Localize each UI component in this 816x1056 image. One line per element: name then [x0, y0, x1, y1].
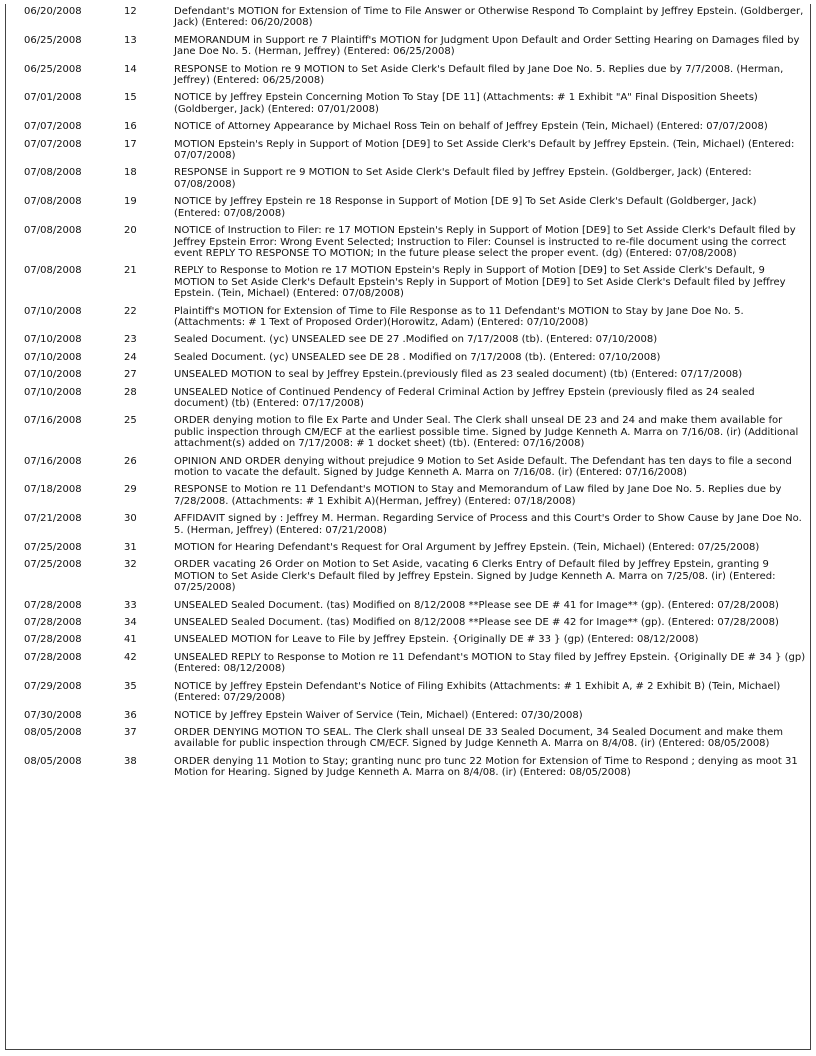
entry-text: NOTICE of Attorney Appearance by Michael Ross Tein on behalf of Jeffrey Epstein (Tein, Michael) (Entered: 07/07/2008): [174, 121, 768, 133]
entry-number: 36: [124, 709, 137, 721]
entry-number: 33: [124, 599, 137, 611]
docket-page: [5, 4, 811, 1050]
entry-date: 07/28/2008: [24, 651, 82, 663]
entry-date: 07/08/2008: [24, 167, 82, 179]
entry-text: NOTICE by Jeffrey Epstein Concerning Motion To Stay [DE 11] (Attachments: # 1 Exhibit "A" Final Disposition Sheets)(Goldberger, Jack) (Entered: 07/01/2008): [174, 92, 758, 115]
entry-date: 07/28/2008: [24, 599, 82, 611]
docket-entry-row: [6, 223, 810, 263]
entry-date: 07/10/2008: [24, 386, 82, 398]
entry-number: 31: [124, 542, 137, 554]
entry-number: 27: [124, 369, 137, 381]
entry-number: 13: [124, 34, 137, 46]
entry-text: UNSEALED Notice of Continued Pendency of Federal Criminal Action by Jeffrey Epstein (previously filed as 24 sealed document) (tb) (Entered: 07/17/2008): [174, 386, 755, 409]
entry-text: UNSEALED REPLY to Response to Motion re 11 Defendant's MOTION to Stay filed by Jeffrey Epstein. {Originally DE # 34 } (gp) (Entered: 08/12/2008): [174, 651, 806, 675]
docket-entry-row: [6, 4, 810, 33]
docket-entry-row: [6, 62, 810, 91]
entry-text: MOTION Epstein's Reply in Support of Motion [DE9] to Set Asside Clerk's Default by Jeffrey Epstein. (Tein, Michael) (Entered: 07/07/2008): [174, 138, 795, 162]
entry-text: MEMORANDUM in Support re 7 Plaintiff's MOTION for Judgment Upon Default and Order Setting Hearing on Damages filed by Jane Doe No. 5. (Herman, Jeffrey) (Entered: 06/25/2008): [174, 34, 800, 58]
entry-date: 06/20/2008: [24, 6, 82, 17]
docket-entry-row: [6, 650, 810, 679]
docket-entry-row: [6, 413, 810, 453]
docket-entry-row: [6, 165, 810, 194]
entry-text: RESPONSE to Motion re 11 Defendant's MOTION to Stay and Memorandum of Law filed by Jane Doe No. 5. Replies due by 7/28/2008. (Attachments: # 1 Exhibit A)(Herman, Jeffrey) (Entered: 07/18/2008): [174, 484, 782, 507]
entry-text: NOTICE by Jeffrey Epstein Waiver of Service (Tein, Michael) (Entered: 07/30/2008): [174, 709, 583, 721]
docket-entry-row: [6, 482, 810, 511]
entry-date: 07/16/2008: [24, 455, 82, 467]
docket-entry-row: [6, 632, 810, 649]
docket-entry-row: [6, 615, 810, 632]
docket-entry-row: [6, 557, 810, 597]
entry-text: Sealed Document. (yc) UNSEALED see DE 27 .Modified on 7/17/2008 (tb). (Entered: 07/10/2008): [174, 334, 658, 346]
entry-text: AFFIDAVIT signed by : Jeffrey M. Herman. Regarding Service of Process and this Court's Order to Show Cause by Jane Doe No. 5. (Herman, Jeffrey) (Entered: 07/21/2008): [174, 513, 802, 536]
entry-date: 08/05/2008: [24, 755, 82, 767]
entry-text: NOTICE of Instruction to Filer: re 17 MOTION Epstein's Reply in Support of Motion [DE9] to Set Asside Clerk's Default filed by Jeffrey Epstein Error: Wrong Event Selected; Instruction to Filer: Counsel is instructed to re-file document using the correct event REPLY TO RESPONSE TO MOTION; In the future please select the proper event. (dg) (Entered: 07/08/2008): [174, 225, 796, 259]
entry-number: 26: [124, 455, 137, 467]
entry-date: 07/21/2008: [24, 513, 82, 525]
entry-number: 34: [124, 617, 137, 629]
entry-date: 07/08/2008: [24, 196, 82, 208]
entry-date: 07/08/2008: [24, 225, 82, 237]
docket-entry-row: [6, 119, 810, 136]
docket-table-body: [6, 4, 810, 783]
docket-entry-row: [6, 454, 810, 483]
entry-date: 07/07/2008: [24, 138, 82, 150]
entry-number: 19: [124, 196, 137, 208]
entry-text: UNSEALED MOTION to seal by Jeffrey Epstein.(previously filed as 23 sealed document) (tb) (Entered: 07/17/2008): [174, 369, 743, 381]
entry-text: Defendant's MOTION for Extension of Time to File Answer or Otherwise Respond To Complaint by Jeffrey Epstein. (Goldberger, Jack) (Entered: 06/20/2008): [174, 6, 804, 29]
entry-date: 07/30/2008: [24, 709, 82, 721]
entry-number: 23: [124, 334, 137, 346]
entry-date: 07/25/2008: [24, 559, 82, 571]
entry-date: 08/05/2008: [24, 726, 82, 738]
docket-entry-row: [6, 194, 810, 223]
entry-text: ORDER denying motion to file Ex Parte and Under Seal. The Clerk shall unseal DE 23 and 24 and make them available for public inspection through CM/ECF at the earliest possible time. Signed by Judge Kenneth A. Marra on 7/16/08. (ir) (Additional attachment(s) added on 7/17/2008: # 1 docket sheet) (tb). (Entered: 07/16/2008): [174, 415, 799, 450]
entry-date: 07/10/2008: [24, 305, 82, 317]
entry-date: 07/18/2008: [24, 484, 82, 496]
entry-date: 07/28/2008: [24, 634, 82, 646]
entry-number: 29: [124, 484, 137, 496]
docket-entry-row: [6, 385, 810, 414]
entry-number: 42: [124, 651, 137, 663]
docket-entry-row: [6, 367, 810, 384]
docket-entry-row: [6, 511, 810, 540]
docket-entry-row: [6, 350, 810, 367]
entry-text: UNSEALED Sealed Document. (tas) Modified on 8/12/2008 **Please see DE # 42 for Image** (gp). (Entered: 07/28/2008): [174, 617, 779, 629]
entry-number: 32: [124, 559, 137, 571]
entry-text: RESPONSE in Support re 9 MOTION to Set Aside Clerk's Default filed by Jeffrey Epstein. (Goldberger, Jack) (Entered: 07/08/2008): [174, 167, 752, 190]
docket-entry-row: [6, 304, 810, 333]
docket-table: [6, 4, 810, 783]
entry-number: 35: [124, 680, 137, 692]
entry-date: 06/25/2008: [24, 34, 82, 46]
docket-entry-row: [6, 263, 810, 303]
entry-number: 12: [124, 6, 137, 17]
entry-date: 07/16/2008: [24, 415, 82, 427]
entry-number: 17: [124, 138, 137, 150]
entry-text: UNSEALED MOTION for Leave to File by Jeffrey Epstein. {Originally DE # 33 } (gp) (Entered: 08/12/2008): [174, 634, 699, 646]
entry-number: 41: [124, 634, 137, 646]
entry-text: UNSEALED Sealed Document. (tas) Modified on 8/12/2008 **Please see DE # 41 for Image** (gp). (Entered: 07/28/2008): [174, 599, 779, 611]
entry-date: 06/25/2008: [24, 63, 82, 75]
docket-entry-row: [6, 725, 810, 754]
docket-entry-row: [6, 33, 810, 62]
entry-number: 30: [124, 513, 137, 525]
entry-date: 07/28/2008: [24, 617, 82, 629]
entry-text: REPLY to Response to Motion re 17 MOTION Epstein's Reply in Support of Motion [DE9] to Set Asside Clerk's Default, 9 MOTION to Set Aside Clerk's Default Epstein's Reply in Support of Motion [DE9] to Set Aside Clerk's Default filed by Jeffrey Epstein. (Tein, Michael) (Entered: 07/08/2008): [174, 265, 786, 300]
entry-number: 20: [124, 225, 137, 237]
entry-number: 14: [124, 63, 137, 75]
entry-date: 07/08/2008: [24, 265, 82, 277]
entry-text: Sealed Document. (yc) UNSEALED see DE 28 . Modified on 7/17/2008 (tb). (Entered: 07/10/2008): [174, 351, 661, 363]
entry-date: 07/10/2008: [24, 334, 82, 346]
entry-text: NOTICE by Jeffrey Epstein Defendant's Notice of Filing Exhibits (Attachments: # 1 Exhibit A, # 2 Exhibit B) (Tein, Michael) (Entered: 07/29/2008): [174, 680, 781, 704]
entry-date: 07/07/2008: [24, 121, 82, 133]
entry-text: MOTION for Hearing Defendant's Request for Oral Argument by Jeffrey Epstein. (Tein, Michael) (Entered: 07/25/2008): [174, 542, 760, 554]
entry-date: 07/10/2008: [24, 369, 82, 381]
entry-number: 18: [124, 167, 137, 179]
entry-date: 07/25/2008: [24, 542, 82, 554]
docket-entry-row: [6, 137, 810, 166]
entry-date: 07/01/2008: [24, 92, 82, 104]
docket-entry-row: [6, 332, 810, 349]
entry-date: 07/10/2008: [24, 351, 82, 363]
entry-text: OPINION AND ORDER denying without prejudice 9 Motion to Set Aside Default. The Defendant has ten days to file a second motion to vacate the default. Signed by Judge Kenneth A. Marra on 7/16/08. (ir) (Entered: 07/16/2008): [174, 455, 792, 478]
docket-entry-row: [6, 598, 810, 615]
entry-text: Plaintiff's MOTION for Extension of Time to File Response as to 11 Defendant's MOTION to Stay by Jane Doe No. 5. (Attachments: # 1 Text of Proposed Order)(Horowitz, Adam) (Entered: 07/10/2008): [174, 305, 744, 328]
docket-entry-row: [6, 90, 810, 119]
entry-number: 37: [124, 726, 137, 738]
entry-number: 28: [124, 386, 137, 398]
entry-number: 16: [124, 121, 137, 133]
entry-text: ORDER vacating 26 Order on Motion to Set Aside, vacating 6 Clerks Entry of Default filed by Jeffrey Epstein, granting 9 MOTION to Set Aside Clerk's Default filed by Jeffrey Epstein. Signed by Judge Kenneth A. Marra on 7/25/08. (ir) (Entered: 07/25/2008): [174, 559, 776, 594]
entry-text: ORDER denying 11 Motion to Stay; granting nunc pro tunc 22 Motion for Extension of Time to Respond ; denying as moot 31 Motion for Hearing. Signed by Judge Kenneth A. Marra on 8/4/08. (ir) (Entered: 08/05/2008): [174, 755, 798, 779]
docket-entry-row: [6, 540, 810, 557]
entry-number: 21: [124, 265, 137, 277]
docket-entry-row: [6, 754, 810, 783]
entry-text: RESPONSE to Motion re 9 MOTION to Set Aside Clerk's Default filed by Jane Doe No. 5. Replies due by 7/7/2008. (Herman, Jeffrey) (Entered: 06/25/2008): [174, 63, 784, 87]
entry-text: ORDER DENYING MOTION TO SEAL. The Clerk shall unseal DE 33 Sealed Document, 34 Sealed Document and make them available for public inspection through CM/ECF. Signed by Judge Kenneth A. Marra on 8/4/08. (ir) (Entered: 08/05/2008): [174, 726, 784, 750]
docket-entry-row: [6, 679, 810, 708]
entry-text: NOTICE by Jeffrey Epstein re 18 Response in Support of Motion [DE 9] To Set Aside Clerk's Default (Goldberger, Jack) (Entered: 07/08/2008): [174, 196, 757, 219]
entry-number: 22: [124, 305, 137, 317]
docket-entry-row: [6, 708, 810, 725]
entry-number: 25: [124, 415, 137, 427]
entry-date: 07/29/2008: [24, 680, 82, 692]
entry-number: 15: [124, 92, 137, 104]
entry-number: 38: [124, 755, 137, 767]
entry-number: 24: [124, 351, 137, 363]
